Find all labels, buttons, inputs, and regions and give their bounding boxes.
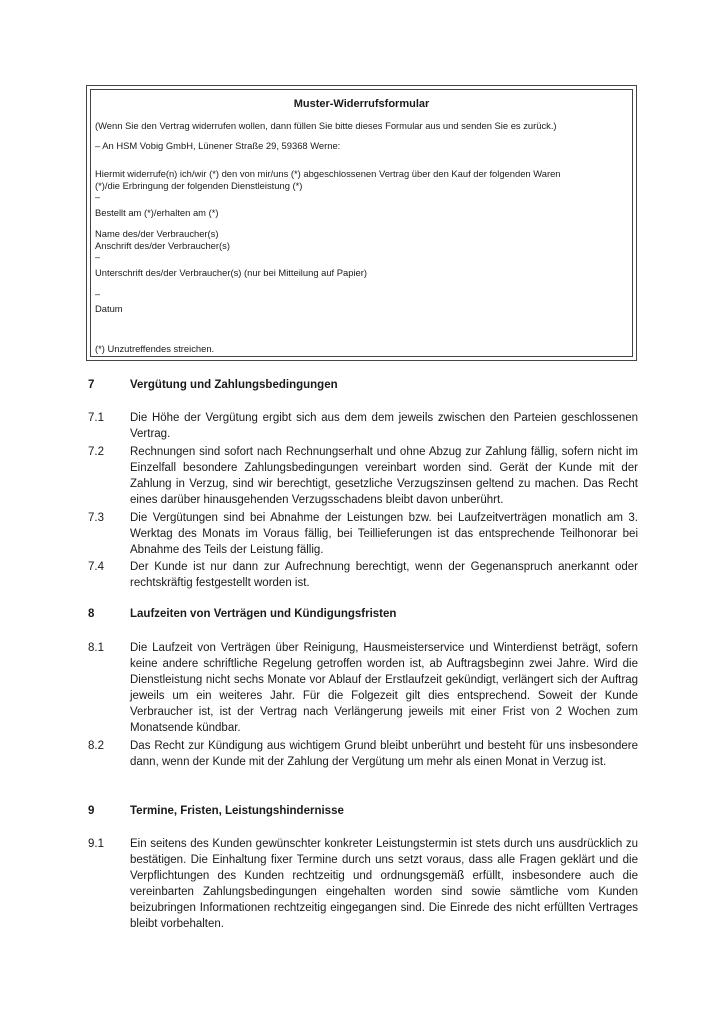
section-heading: Vergütung und Zahlungsbedingungen (130, 379, 338, 391)
withdrawal-form-inner-border (90, 89, 633, 357)
form-recipient: – An HSM Vobig GmbH, Lünener Straße 29, 59368 Werne: (95, 140, 341, 151)
section-heading: Laufzeiten von Verträgen und Kündigungsfristen (130, 608, 397, 620)
form-dash: – (95, 289, 101, 299)
clause-text: Die Vergütungen sind bei Abnahme der Leistungen bzw. bei Laufzeitverträgen monatlich am 3. Werktag des Monats im Voraus fällig, bei Teillieferungen ist das entsprechende Teilhonorar bei Abnahme des Teils der Leistung fällig. (130, 512, 638, 556)
section-number: 7 (88, 379, 95, 391)
clause-text: Die Laufzeit von Verträgen über Reinigung, Hausmeisterservice und Winterdienst beträgt, sofern keine andere schriftliche Regelung getroffen worden ist, ab Auftragsbeginn zwei Jahre. Wird die Dienstleistung nicht sechs Monate vor Ablauf der Erstlaufzeit gekündigt, verlängert sich der Auftrag jeweils um ein weiteres Jahr. Für die Folgezeit gilt dies entsprechend. Soweit der Kunde Verbraucher ist, ist der Vertrag nach Verlängerung jeweils mit einer Frist von 2 Wochen zum Monatsende kündbar. (130, 642, 638, 734)
form-signature: Unterschrift des/der Verbraucher(s) (nur bei Mitteilung auf Papier) (95, 267, 367, 278)
form-date: Datum (95, 303, 123, 314)
form-title: Muster-Widerrufsformular (293, 98, 430, 110)
form-declaration-line-2: (*)/die Erbringung der folgenden Dienstleistung (*) (95, 180, 303, 191)
section-number: 9 (88, 805, 95, 817)
form-ordered-received: Bestellt am (*)/erhalten am (*) (95, 207, 219, 218)
clause-number: 7.4 (88, 561, 104, 573)
section-heading: Termine, Fristen, Leistungshindernisse (130, 805, 344, 817)
clause-text: Der Kunde ist nur dann zur Aufrechnung berechtigt, wenn der Gegenanspruch anerkannt oder rechtskräftig festgestellt worden ist. (130, 561, 638, 589)
clause-number: 8.2 (88, 740, 104, 752)
form-consumer-name: Name des/der Verbraucher(s) (95, 228, 219, 239)
clause-text: Die Höhe der Vergütung ergibt sich aus dem dem jeweils zwischen den Parteien geschlossenen Vertrag. (130, 412, 638, 440)
clause-number: 7.2 (88, 446, 104, 458)
section-number: 8 (88, 608, 95, 620)
clause-number: 9.1 (88, 838, 104, 850)
form-declaration-line-1: Hiermit widerrufe(n) ich/wir (*) den von mir/uns (*) abgeschlossenen Vertrag über den Kauf der folgenden Waren (95, 168, 561, 179)
form-footnote: (*) Unzutreffendes streichen. (95, 343, 215, 354)
form-dash: – (95, 252, 101, 262)
clause-text: Rechnungen sind sofort nach Rechnungserhalt und ohne Abzug zur Zahlung fällig, sofern nicht im Einzelfall besondere Zahlungsbedingungen vereinbart worden sind. Gerät der Kunde mit der Zahlung in Verzug, sind wir berechtigt, gesetzliche Verzugszinsen geltend zu machen. Das Recht eines darüber hinausgehenden Verzugsschadens bleibt davon unberührt. (130, 446, 638, 506)
clause-text: Ein seitens des Kunden gewünschter konkreter Leistungstermin ist stets durch uns ausdrücklich zu bestätigen. Die Einhaltung fixer Termine durch uns setzt voraus, dass alle Fragen geklärt und die Verpflichtungen des Kunden rechtzeitig und ordnungsgemäß erfüllt, insbesondere auch die vereinbarten Zahlungsbedingungen eingehalten worden sind sowie sämtliche vom Kunden beizubringen Informationen rechtzeitig eingegangen sind. Die Einrede des nicht erfüllten Vertrages bleibt vorbehalten. (130, 838, 638, 930)
withdrawal-form-box (86, 85, 637, 361)
form-consumer-address: Anschrift des/der Verbraucher(s) (95, 240, 230, 251)
form-dash: – (95, 192, 101, 202)
clause-text: Das Recht zur Kündigung aus wichtigem Grund bleibt unberührt und besteht für uns insbesondere dann, wenn der Kunde mit der Zahlung der Vergütung um mehr als einen Monat in Verzug ist. (130, 740, 638, 768)
form-intro: (Wenn Sie den Vertrag widerrufen wollen, dann füllen Sie bitte dieses Formular aus und senden Sie es zurück.) (95, 120, 557, 131)
clause-number: 7.3 (88, 512, 104, 524)
clause-number: 7.1 (88, 412, 104, 424)
clause-number: 8.1 (88, 642, 104, 654)
